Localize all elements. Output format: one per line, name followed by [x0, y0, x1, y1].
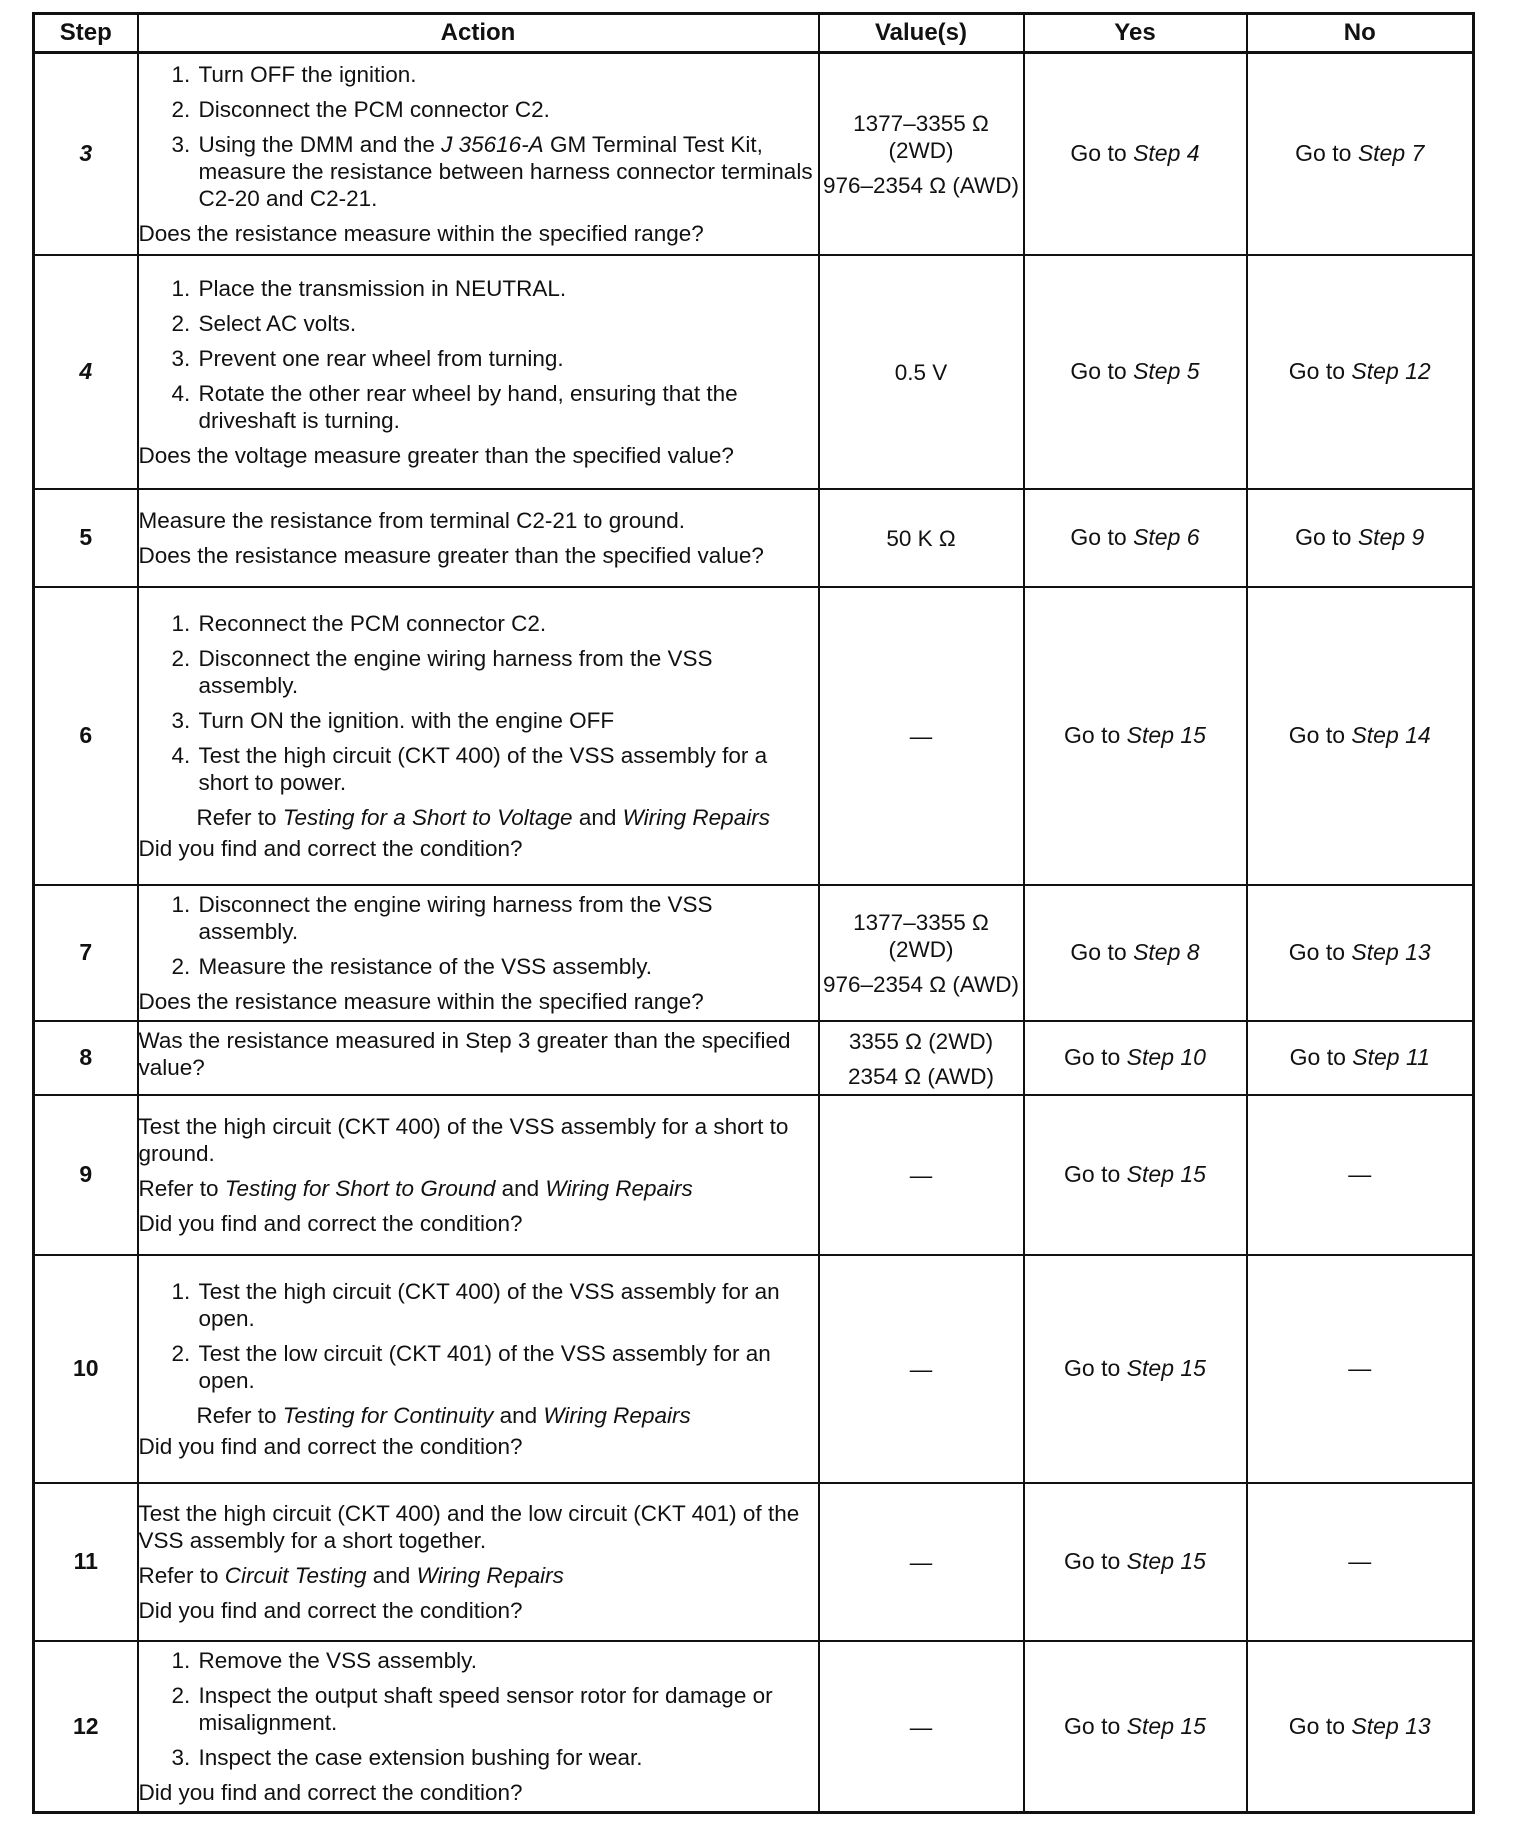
action-text: Was the resistance measured in Step 3 greater than the specified value?	[138, 1027, 791, 1080]
action-cell	[138, 1021, 819, 1095]
step-number: 3	[34, 53, 138, 255]
table-row	[34, 885, 1474, 1021]
value-text: 976–2354 Ω (AWD)	[822, 972, 1020, 997]
action-step: 4. Test the high circuit (CKT 400) of the VSS assembly for a short to power.	[197, 742, 818, 796]
action-step: 2. Disconnect the PCM connector C2.	[197, 96, 818, 123]
value-text: 3355 Ω (2WD)	[848, 1028, 994, 1054]
action-question: Does the resistance measure within the specified range?	[138, 220, 704, 246]
no-cell: —	[1247, 1483, 1474, 1641]
header-no: No	[1247, 14, 1474, 53]
action-text: Refer to Circuit Testing and Wiring Repairs	[138, 1562, 564, 1588]
value-cell	[819, 885, 1024, 1021]
action-cell	[138, 1255, 819, 1483]
value-text: 976–2354 Ω (AWD)	[822, 173, 1020, 199]
value-text: 1377–3355 Ω (2WD)	[853, 111, 989, 164]
action-cell	[138, 1641, 819, 1813]
action-cell	[138, 1483, 819, 1641]
no-cell: Go to Step 13	[1247, 1641, 1474, 1813]
no-cell: Go to Step 12	[1247, 255, 1474, 489]
yes-cell: Go to Step 15	[1024, 1641, 1247, 1813]
action-cell	[138, 1095, 819, 1255]
value-text: 1377–3355 Ω (2WD)	[853, 910, 989, 962]
yes-cell: Go to Step 5	[1024, 255, 1247, 489]
step-number: 5	[34, 489, 138, 587]
action-steps	[139, 275, 818, 434]
action-question: Did you find and correct the condition?	[138, 1433, 523, 1459]
action-step: 1. Turn OFF the ignition.	[197, 61, 818, 88]
table-row	[34, 53, 1474, 255]
action-steps	[139, 61, 818, 212]
value-cell	[819, 489, 1024, 587]
action-step: 4. Rotate the other rear wheel by hand, ensuring that the driveshaft is turning.	[197, 380, 818, 434]
header-values: Value(s)	[819, 14, 1024, 53]
value-text: —	[909, 1550, 933, 1575]
value-text: 2354 Ω (AWD)	[847, 1063, 995, 1089]
value-text: 0.5 V	[894, 360, 948, 385]
yes-cell: Go to Step 15	[1024, 587, 1247, 885]
action-question: Does the resistance measure within the specified range?	[138, 988, 704, 1014]
step-number: 8	[34, 1021, 138, 1095]
action-text: Test the high circuit (CKT 400) and the low circuit (CKT 401) of the VSS assembly for a short together.	[138, 1500, 800, 1553]
yes-cell: Go to Step 8	[1024, 885, 1247, 1021]
action-steps	[139, 1278, 818, 1394]
step-number: 6	[34, 587, 138, 885]
action-step: 2. Measure the resistance of the VSS assembly.	[197, 953, 818, 980]
action-text: Measure the resistance from terminal C2-21 to ground.	[138, 507, 686, 533]
yes-cell: Go to Step 4	[1024, 53, 1247, 255]
no-cell: Go to Step 13	[1247, 885, 1474, 1021]
action-question: Did you find and correct the condition?	[138, 835, 523, 861]
action-step: 3. Prevent one rear wheel from turning.	[197, 345, 818, 372]
action-step: 3. Using the DMM and the J 35616-A GM Terminal Test Kit, measure the resistance between harness connector terminals C2-20 and C2-21.	[197, 131, 818, 212]
no-cell: Go to Step 11	[1247, 1021, 1474, 1095]
table-row	[34, 1021, 1474, 1095]
value-text: —	[909, 1714, 933, 1740]
action-step: 3. Turn ON the ignition. with the engine OFF	[197, 707, 818, 734]
no-cell: —	[1247, 1095, 1474, 1255]
table-row	[34, 489, 1474, 587]
yes-cell: Go to Step 15	[1024, 1095, 1247, 1255]
action-steps	[139, 1647, 818, 1771]
value-cell	[819, 53, 1024, 255]
value-cell	[819, 587, 1024, 885]
action-question: Does the resistance measure greater than the specified value?	[138, 542, 764, 568]
action-step: 2. Disconnect the engine wiring harness from the VSS assembly.	[197, 645, 818, 699]
action-cell	[138, 255, 819, 489]
header-row	[34, 14, 1474, 53]
action-text: Refer to Testing for Short to Ground and Wiring Repairs	[138, 1175, 693, 1201]
table-row	[34, 1255, 1474, 1483]
step-number: 11	[34, 1483, 138, 1641]
step-number: 10	[34, 1255, 138, 1483]
action-question: Did you find and correct the condition?	[138, 1779, 523, 1805]
value-cell	[819, 1095, 1024, 1255]
action-step: 2. Inspect the output shaft speed sensor rotor for damage or misalignment.	[197, 1682, 818, 1736]
yes-cell: Go to Step 15	[1024, 1483, 1247, 1641]
action-step: 1. Remove the VSS assembly.	[197, 1647, 818, 1674]
action-steps	[139, 891, 818, 980]
table-body	[34, 53, 1474, 1813]
value-cell	[819, 1021, 1024, 1095]
no-cell: Go to Step 14	[1247, 587, 1474, 885]
table-row	[34, 587, 1474, 885]
header-yes: Yes	[1024, 14, 1247, 53]
value-cell	[819, 255, 1024, 489]
action-question: Did you find and correct the condition?	[138, 1210, 523, 1236]
header-action: Action	[138, 14, 819, 53]
value-text: 50 K Ω	[886, 526, 956, 551]
action-step: 3. Inspect the case extension bushing for wear.	[197, 1744, 818, 1771]
value-cell	[819, 1255, 1024, 1483]
action-step: 1. Disconnect the engine wiring harness from the VSS assembly.	[197, 891, 818, 945]
diagnostic-table	[32, 12, 1475, 1814]
table-row	[34, 255, 1474, 489]
action-text: Test the high circuit (CKT 400) of the VSS assembly for a short to ground.	[138, 1113, 789, 1166]
table-row	[34, 1095, 1474, 1255]
action-step: 1. Test the high circuit (CKT 400) of the VSS assembly for an open.	[197, 1278, 818, 1332]
step-number: 12	[34, 1641, 138, 1813]
action-question: Does the voltage measure greater than the specified value?	[138, 442, 734, 468]
table-row	[34, 1483, 1474, 1641]
header-step: Step	[34, 14, 138, 53]
action-step: 1. Place the transmission in NEUTRAL.	[197, 275, 818, 302]
step-number: 4	[34, 255, 138, 489]
no-cell: Go to Step 9	[1247, 489, 1474, 587]
value-cell	[819, 1483, 1024, 1641]
action-reference: Refer to Testing for a Short to Voltage and Wiring Repairs	[196, 804, 770, 830]
action-step: 2. Select AC volts.	[197, 310, 818, 337]
action-steps	[139, 610, 818, 796]
value-cell	[819, 1641, 1024, 1813]
value-text: —	[909, 1163, 933, 1188]
action-reference: Refer to Testing for Continuity and Wiring Repairs	[196, 1402, 691, 1428]
yes-cell: Go to Step 15	[1024, 1255, 1247, 1483]
yes-cell: Go to Step 10	[1024, 1021, 1247, 1095]
value-text: —	[909, 1357, 933, 1382]
action-step: 2. Test the low circuit (CKT 401) of the VSS assembly for an open.	[197, 1340, 818, 1394]
action-cell	[138, 489, 819, 587]
yes-cell: Go to Step 6	[1024, 489, 1247, 587]
table-row	[34, 1641, 1474, 1813]
action-cell	[138, 885, 819, 1021]
step-number: 7	[34, 885, 138, 1021]
step-number: 9	[34, 1095, 138, 1255]
action-cell	[138, 53, 819, 255]
action-question: Did you find and correct the condition?	[138, 1597, 523, 1623]
action-cell	[138, 587, 819, 885]
no-cell: Go to Step 7	[1247, 53, 1474, 255]
value-text: —	[909, 724, 933, 749]
no-cell: —	[1247, 1255, 1474, 1483]
action-step: 1. Reconnect the PCM connector C2.	[197, 610, 818, 637]
